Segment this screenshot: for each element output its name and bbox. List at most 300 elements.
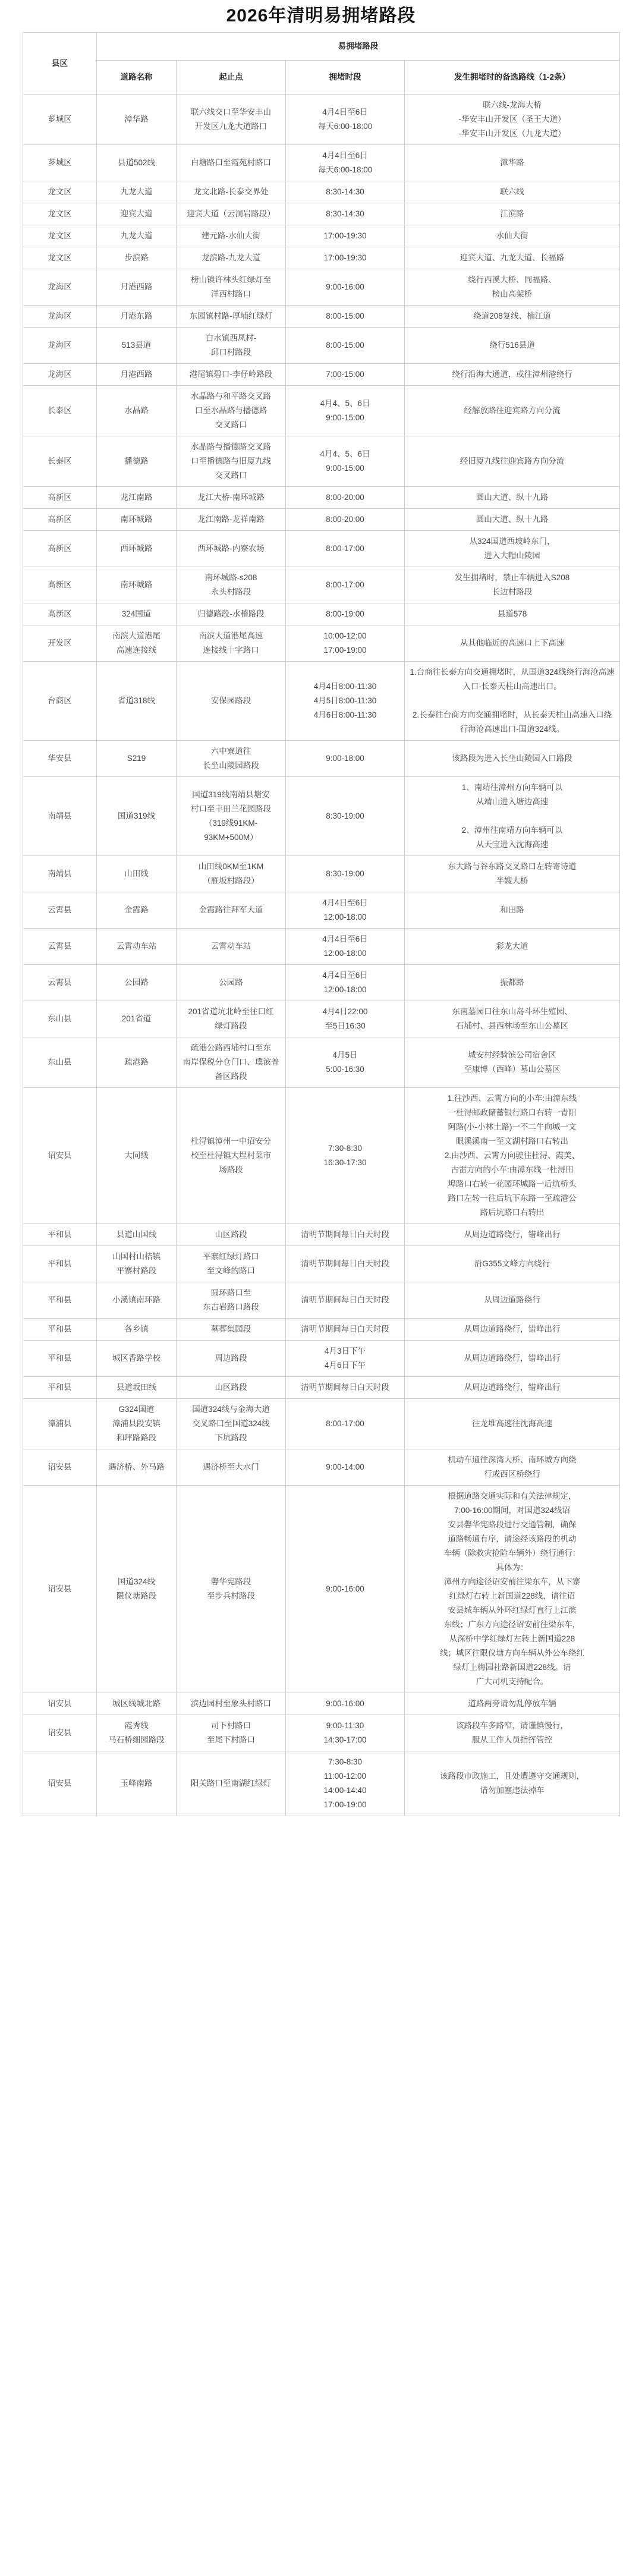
cell-district-text: 平和县 <box>48 1383 72 1392</box>
table-row <box>23 1001 620 1037</box>
cell-alt <box>405 662 620 741</box>
cell-range <box>177 567 286 603</box>
cell-road-text: 月港西路 <box>120 370 153 379</box>
cell-road-text: 县道山国线 <box>116 1230 157 1239</box>
header-time: 拥堵时段 <box>286 61 405 95</box>
cell-alt-text: 该路段车多路窄，请谨慎慢行， 服从工作人员指挥管控 <box>456 1721 568 1744</box>
cell-alt-text: 该路段为进入长坐山陵园入口路段 <box>452 754 572 763</box>
table-row <box>23 95 620 145</box>
cell-alt <box>405 892 620 929</box>
cell-range-text: 南滨大道港尾高速 连接线十字路口 <box>199 631 263 655</box>
cell-district-text: 龙海区 <box>48 282 72 291</box>
cell-alt <box>405 1001 620 1037</box>
cell-alt-text: 东南墓园口往东山岛斗环生殖园、 石埔村、县西林场至东山公墓区 <box>452 1007 572 1030</box>
cell-road-text: 201省道 <box>121 1014 152 1023</box>
cell-alt-text: 沿G355文峰方向绕行 <box>474 1259 550 1268</box>
table-row <box>23 487 620 509</box>
cell-time-text: 8:00-20:00 <box>326 515 364 524</box>
cell-range-text: 龙江南路-龙祥南路 <box>197 515 265 524</box>
cell-alt <box>405 386 620 436</box>
cell-time-text: 7:30-8:30 16:30-17:30 <box>323 1144 367 1167</box>
table-group-header-row <box>23 33 620 61</box>
cell-road <box>97 1319 177 1341</box>
cell-alt-text: 县道578 <box>497 609 527 618</box>
cell-range <box>177 487 286 509</box>
cell-district <box>23 145 97 181</box>
table-row <box>23 328 620 364</box>
cell-range-text: 南环城路-s208 永头村路段 <box>204 573 257 596</box>
cell-time <box>286 1001 405 1037</box>
cell-district-text: 龙文区 <box>48 209 72 218</box>
table-row <box>23 567 620 603</box>
cell-time <box>286 741 405 777</box>
cell-alt-text: 根据道路交通实际和有关法律规定， 7:00-16:00期间，对国道324线诏 安县馨华宪路段进行交通管制，确保 道路畅通有序，请途经该路段的机动 车辆（除救灾抢险车辆外）绕行通行： 具体为： 漳州方向途径诏安前往梁东车，从下寨 红绿灯右转上新国道228线，请往诏 安县城车辆从外环红绿灯直行上江滨 东线；广东方向途径诏安前往梁东车， 从深桥中学红绿灯左转上新国道228 线；城区往限仪塘方向车辆从外公车绕红 绿灯上梅园社路新国道228线。请 广大司机支持配合。 <box>440 1492 584 1686</box>
cell-district-text: 诏安县 <box>48 1728 72 1737</box>
table-row <box>23 1224 620 1246</box>
cell-road-text: 云霄动车站 <box>116 942 157 951</box>
cell-alt <box>405 929 620 965</box>
cell-time <box>286 181 405 203</box>
cell-time-text: 8:30-19:00 <box>326 812 364 820</box>
cell-road <box>97 306 177 328</box>
cell-alt-text: 从其他临近的高速口上下高速 <box>460 639 565 647</box>
cell-road <box>97 364 177 386</box>
cell-road-text: 县道502线 <box>117 158 156 167</box>
cell-range <box>177 145 286 181</box>
table-row <box>23 1088 620 1224</box>
cell-time-text: 清明节期间每日白天时段 <box>301 1230 389 1239</box>
cell-alt <box>405 247 620 269</box>
cell-range-text: 东园镇村路-厚埔红绿灯 <box>189 312 273 320</box>
cell-range-text: 滨边园村至象头村路口 <box>191 1699 271 1708</box>
cell-road <box>97 1693 177 1715</box>
cell-district-text: 东山县 <box>48 1058 72 1067</box>
cell-alt <box>405 364 620 386</box>
cell-alt-text: 从周边道路绕行，错峰出行 <box>464 1383 561 1392</box>
cell-alt <box>405 306 620 328</box>
header-road: 道路名称 <box>97 61 177 95</box>
cell-alt <box>405 1486 620 1693</box>
cell-road <box>97 203 177 225</box>
cell-range-text: 白塘路口至霞苑村路口 <box>191 158 271 167</box>
cell-time <box>286 892 405 929</box>
cell-time-text: 4月4日至6日 12:00-18:00 <box>322 935 368 958</box>
cell-road-text: 南环城路 <box>120 580 153 589</box>
cell-district <box>23 386 97 436</box>
cell-range <box>177 247 286 269</box>
cell-alt <box>405 145 620 181</box>
cell-range-text: 榜山镇许林头红绿灯至 洋西村路口 <box>191 275 271 298</box>
cell-range <box>177 269 286 306</box>
cell-district <box>23 1377 97 1399</box>
cell-road-text: 步滨路 <box>124 253 149 262</box>
cell-district <box>23 531 97 567</box>
cell-time <box>286 1449 405 1486</box>
cell-road-text: 南滨大道港尾 高速连接线 <box>112 631 160 655</box>
cell-road <box>97 1751 177 1816</box>
cell-district <box>23 1246 97 1282</box>
cell-range <box>177 1486 286 1693</box>
cell-district-text: 南靖县 <box>48 812 72 820</box>
cell-alt-text: 1、南靖往漳州方向车辆可以 从靖山进入塘边高速 2、漳州往南靖方向车辆可以 从天宝进入沈海高速 <box>461 783 563 849</box>
cell-road-text: G324国道 漳浦县段安镇 和坪路路段 <box>112 1405 160 1442</box>
cell-road-text: 南环城路 <box>120 515 153 524</box>
cell-alt <box>405 95 620 145</box>
table-row <box>23 145 620 181</box>
cell-time-text: 4月5日 5:00-16:30 <box>326 1050 364 1074</box>
cell-road <box>97 1037 177 1088</box>
cell-district-text: 诏安县 <box>48 1779 72 1788</box>
cell-time <box>286 1319 405 1341</box>
cell-road-text: 遇济桥、外马路 <box>108 1462 165 1471</box>
cell-district-text: 高新区 <box>48 493 72 502</box>
cell-range <box>177 364 286 386</box>
table-row <box>23 247 620 269</box>
cell-alt <box>405 856 620 892</box>
cell-district-text: 诏安县 <box>48 1462 72 1471</box>
cell-time <box>286 531 405 567</box>
cell-time <box>286 364 405 386</box>
table-row <box>23 741 620 777</box>
cell-alt <box>405 1224 620 1246</box>
cell-range-text: 港尾镇碧口-李仔岭路段 <box>189 370 273 379</box>
cell-district <box>23 1399 97 1449</box>
cell-range-text: 山田线0KM至1KM （雁坂村路段） <box>198 862 264 885</box>
cell-road <box>97 487 177 509</box>
cell-time-text: 8:00-19:00 <box>326 609 364 618</box>
cell-range <box>177 225 286 247</box>
cell-road <box>97 328 177 364</box>
table-header-row <box>23 61 620 95</box>
cell-district <box>23 1693 97 1715</box>
cell-alt <box>405 328 620 364</box>
cell-time-text: 9:00-16:00 <box>326 1699 364 1708</box>
header-group: 易拥堵路段 <box>97 33 620 61</box>
cell-road <box>97 741 177 777</box>
cell-road <box>97 509 177 531</box>
cell-time <box>286 1486 405 1693</box>
table-row <box>23 306 620 328</box>
cell-road-text: 山国村山桔镇 平寨村路段 <box>112 1252 160 1275</box>
header-range: 起止点 <box>177 61 286 95</box>
cell-range-text: 西环城路-内寮农场 <box>197 544 265 553</box>
cell-alt-text: 从周边道路绕行，错峰出行 <box>464 1354 561 1363</box>
cell-road <box>97 965 177 1001</box>
cell-alt <box>405 1088 620 1224</box>
cell-alt <box>405 1693 620 1715</box>
cell-time <box>286 1399 405 1449</box>
cell-road <box>97 777 177 856</box>
cell-road-text: 迎宾大道 <box>120 209 153 218</box>
cell-district-text: 龙文区 <box>48 187 72 196</box>
cell-district <box>23 1001 97 1037</box>
cell-district-text: 诏安县 <box>48 1151 72 1160</box>
cell-time-text: 17:00-19:30 <box>323 231 367 240</box>
cell-district <box>23 777 97 856</box>
cell-road-text: 国道324线 限仪塘路段 <box>116 1577 157 1600</box>
cell-road <box>97 145 177 181</box>
cell-time-text: 9:00-18:00 <box>326 754 364 763</box>
cell-time-text: 4月3日下午 4月6日下午 <box>324 1347 366 1370</box>
cell-district <box>23 929 97 965</box>
cell-road-text: 水晶路 <box>124 406 149 415</box>
cell-time <box>286 386 405 436</box>
page-title: 2026年清明易拥堵路段 <box>226 6 416 26</box>
congestion-table <box>23 32 620 1816</box>
table-row <box>23 181 620 203</box>
cell-range-text: 山区路段 <box>215 1230 247 1239</box>
table-row <box>23 1715 620 1751</box>
cell-district-text: 龙文区 <box>48 231 72 240</box>
cell-road-text: 漳华路 <box>124 115 149 124</box>
cell-district <box>23 1282 97 1319</box>
cell-road <box>97 662 177 741</box>
cell-district <box>23 269 97 306</box>
cell-time-text: 7:30-8:30 11:00-12:00 14:00-14:40 17:00-19:00 <box>323 1757 367 1809</box>
cell-range <box>177 625 286 662</box>
cell-alt <box>405 777 620 856</box>
cell-time <box>286 1377 405 1399</box>
cell-time <box>286 203 405 225</box>
cell-alt <box>405 1399 620 1449</box>
cell-time-text: 7:00-15:00 <box>326 370 364 379</box>
cell-district <box>23 225 97 247</box>
cell-alt <box>405 181 620 203</box>
cell-time <box>286 856 405 892</box>
cell-range <box>177 603 286 625</box>
cell-time <box>286 1282 405 1319</box>
table-row <box>23 625 620 662</box>
table-row <box>23 1751 620 1816</box>
cell-road <box>97 1377 177 1399</box>
cell-road-text: 各乡镇 <box>124 1325 149 1333</box>
cell-road-text: 金霞路 <box>124 905 149 914</box>
cell-range-text: 六中寮道往 长坐山陵园路段 <box>203 747 259 770</box>
cell-range-text: 平寨红绿灯路口 至文峰的路口 <box>203 1252 259 1275</box>
cell-road <box>97 856 177 892</box>
cell-district <box>23 247 97 269</box>
cell-range-text: 圆环路口至 东古岩路口路段 <box>203 1288 259 1311</box>
cell-alt <box>405 225 620 247</box>
cell-time-text: 4月4日22:00 至5日16:30 <box>322 1007 368 1030</box>
cell-range-text: 水晶路与播德路交叉路 口至播德路与旧厦九线 交叉路口 <box>191 442 271 480</box>
cell-range-text: 建元路-水仙大街 <box>202 231 260 240</box>
cell-range <box>177 1088 286 1224</box>
cell-range-text: 山区路段 <box>215 1383 247 1392</box>
cell-time <box>286 225 405 247</box>
cell-alt-text: 机动车通往深湾大桥、南环城方向绕 行或西区桥绕行 <box>448 1455 577 1479</box>
cell-time-text: 4月4、5、6日 9:00-15:00 <box>320 449 370 473</box>
cell-time <box>286 1224 405 1246</box>
cell-range <box>177 1715 286 1751</box>
cell-district-text: 高新区 <box>48 609 72 618</box>
cell-alt-text: 从周边道路绕行，错峰出行 <box>464 1325 561 1333</box>
table-row <box>23 1377 620 1399</box>
cell-district-text: 云霄县 <box>48 978 72 987</box>
table-row <box>23 965 620 1001</box>
cell-time-text: 4月4日至6日 12:00-18:00 <box>322 971 368 994</box>
cell-road-text: 省道318线 <box>117 696 156 705</box>
cell-road-text: 霞秀线 马石桥细园路段 <box>108 1721 165 1744</box>
cell-range <box>177 328 286 364</box>
cell-alt-text: 绕行西溪大桥、同福路、 榜山高架桥 <box>468 275 556 298</box>
cell-road-text: 玉峰南路 <box>120 1779 153 1788</box>
cell-alt <box>405 567 620 603</box>
cell-range-text: 馨华宪路段 至步兵村路段 <box>207 1577 255 1600</box>
table-row <box>23 929 620 965</box>
cell-range <box>177 1001 286 1037</box>
cell-district <box>23 509 97 531</box>
cell-district-text: 芗城区 <box>48 158 72 167</box>
cell-road <box>97 95 177 145</box>
cell-district <box>23 1449 97 1486</box>
cell-alt <box>405 269 620 306</box>
cell-alt-text: 水仙大街 <box>496 231 528 240</box>
cell-time <box>286 777 405 856</box>
table-row <box>23 1319 620 1341</box>
cell-district-text: 龙海区 <box>48 312 72 320</box>
cell-district-text: 南靖县 <box>48 869 72 878</box>
cell-time-text: 9:00-16:00 <box>326 282 364 291</box>
table-row <box>23 1399 620 1449</box>
cell-time <box>286 509 405 531</box>
cell-road-text: 西环城路 <box>120 544 153 553</box>
cell-time-text: 8:30-14:30 <box>326 209 364 218</box>
cell-time <box>286 1715 405 1751</box>
cell-district <box>23 625 97 662</box>
cell-range <box>177 1037 286 1088</box>
cell-alt <box>405 436 620 487</box>
cell-road-text: 公园路 <box>124 978 149 987</box>
cell-time-text: 9:00-14:00 <box>326 1462 364 1471</box>
cell-road <box>97 929 177 965</box>
cell-range <box>177 777 286 856</box>
cell-alt-text: 从324国道西坡岭东门， 进入大帽山陵园 <box>469 537 555 560</box>
cell-range-text: 国道324线与金海大道 交叉路口至国道324线 下坑路段 <box>192 1405 270 1442</box>
cell-road <box>97 603 177 625</box>
cell-range <box>177 509 286 531</box>
cell-district <box>23 662 97 741</box>
cell-time <box>286 1693 405 1715</box>
cell-range <box>177 1319 286 1341</box>
cell-road <box>97 531 177 567</box>
cell-range <box>177 1282 286 1319</box>
cell-time <box>286 625 405 662</box>
cell-range-text: 遇济桥至大水门 <box>203 1462 259 1471</box>
cell-time <box>286 269 405 306</box>
cell-range-text: 墓葬集园段 <box>210 1325 251 1333</box>
cell-district <box>23 1224 97 1246</box>
cell-road <box>97 181 177 203</box>
cell-alt-text: 绕行516县道 <box>489 341 535 350</box>
table-row <box>23 662 620 741</box>
cell-time-text: 10:00-12:00 17:00-19:00 <box>323 631 367 655</box>
header-district: 县区 <box>23 33 97 95</box>
cell-range-text: 龙滨路-九龙大道 <box>202 253 260 262</box>
cell-road-text: 大同线 <box>124 1151 149 1160</box>
cell-road-text: 龙江南路 <box>120 493 153 502</box>
cell-alt <box>405 741 620 777</box>
cell-time-text: 4月4日至6日 每天6:00-18:00 <box>317 108 373 131</box>
cell-road <box>97 1224 177 1246</box>
cell-time-text: 8:00-17:00 <box>326 544 364 553</box>
cell-road-text: 324国道 <box>121 609 152 618</box>
table-row <box>23 603 620 625</box>
cell-time-text: 8:00-15:00 <box>326 312 364 320</box>
cell-time-text: 8:00-17:00 <box>326 1419 364 1428</box>
cell-alt-text: 江滨路 <box>500 209 524 218</box>
cell-time <box>286 145 405 181</box>
table-row <box>23 225 620 247</box>
table-row <box>23 509 620 531</box>
cell-time-text: 4月4日至6日 每天6:00-18:00 <box>317 151 373 174</box>
cell-time <box>286 1341 405 1377</box>
cell-time-text: 9:00-16:00 <box>326 1584 364 1593</box>
cell-range <box>177 95 286 145</box>
cell-range <box>177 1246 286 1282</box>
cell-district-text: 龙海区 <box>48 370 72 379</box>
cell-range <box>177 386 286 436</box>
cell-district-text: 龙海区 <box>48 341 72 350</box>
table-row <box>23 1282 620 1319</box>
table-row <box>23 386 620 436</box>
cell-alt <box>405 1319 620 1341</box>
cell-time <box>286 1751 405 1816</box>
cell-range-text: 疏港公路西埔村口至东 南岸保税分仓门口、璞滨普 备区路段 <box>182 1043 279 1081</box>
cell-time-text: 清明节期间每日白天时段 <box>301 1383 389 1392</box>
cell-range <box>177 1751 286 1816</box>
cell-road <box>97 1341 177 1377</box>
cell-range <box>177 203 286 225</box>
cell-road-text: 月港西路 <box>120 282 153 291</box>
cell-time-text: 4月4日8:00-11:30 4月5日8:00-11:30 4月6日8:00-11:30 <box>313 682 377 719</box>
cell-range-text: 迎宾大道（云洞岩路段） <box>187 209 275 218</box>
cell-range <box>177 1399 286 1449</box>
cell-district <box>23 306 97 328</box>
cell-time-text: 9:00-11:30 14:30-17:00 <box>323 1721 367 1744</box>
cell-alt-text: 和田路 <box>500 905 524 914</box>
cell-district <box>23 856 97 892</box>
cell-district-text: 长泰区 <box>48 457 72 465</box>
cell-range <box>177 436 286 487</box>
cell-alt-text: 1.往沙西、云霄方向的小车:由漳东线 一杜浔邮政储蓄银行路口右转一青阳 阿路(小-小林土路)一不二牛向城一文 眼溪溪南一至文湖村路口右转出 2.由沙西、云霄方向驶往杜浔、霞美、 古雷方向的小车:由漳东线一杜浔田 埠路口右转一花园环城路一后坑桥头 路口左转一往后坑下东路一至疏港公 路后坑路口右转出 <box>444 1094 580 1217</box>
cell-road <box>97 436 177 487</box>
table-body <box>23 95 620 1816</box>
cell-road <box>97 1088 177 1224</box>
cell-district-text: 东山县 <box>48 1014 72 1023</box>
cell-range-text: 周边路段 <box>215 1354 247 1363</box>
cell-district <box>23 364 97 386</box>
cell-district-text: 高新区 <box>48 544 72 553</box>
cell-range-text: 龙文北路-长泰交界处 <box>193 187 269 196</box>
table-row <box>23 777 620 856</box>
cell-road-text: 月港东路 <box>120 312 153 320</box>
cell-district <box>23 1341 97 1377</box>
cell-alt-text: 发生拥堵时，禁止车辆进入S208 长边村路段 <box>454 573 570 596</box>
cell-road <box>97 1282 177 1319</box>
table-row <box>23 1341 620 1377</box>
cell-district-text: 高新区 <box>48 515 72 524</box>
cell-alt-text: 联六线 <box>500 187 524 196</box>
cell-district-text: 平和县 <box>48 1259 72 1268</box>
cell-district <box>23 741 97 777</box>
cell-district <box>23 328 97 364</box>
cell-alt-text: 振都路 <box>500 978 524 987</box>
cell-district-text: 开发区 <box>48 639 72 647</box>
cell-road <box>97 1715 177 1751</box>
cell-time-text: 8:00-20:00 <box>326 493 364 502</box>
cell-alt-text: 迎宾大道、九龙大道、长福路 <box>460 253 565 262</box>
